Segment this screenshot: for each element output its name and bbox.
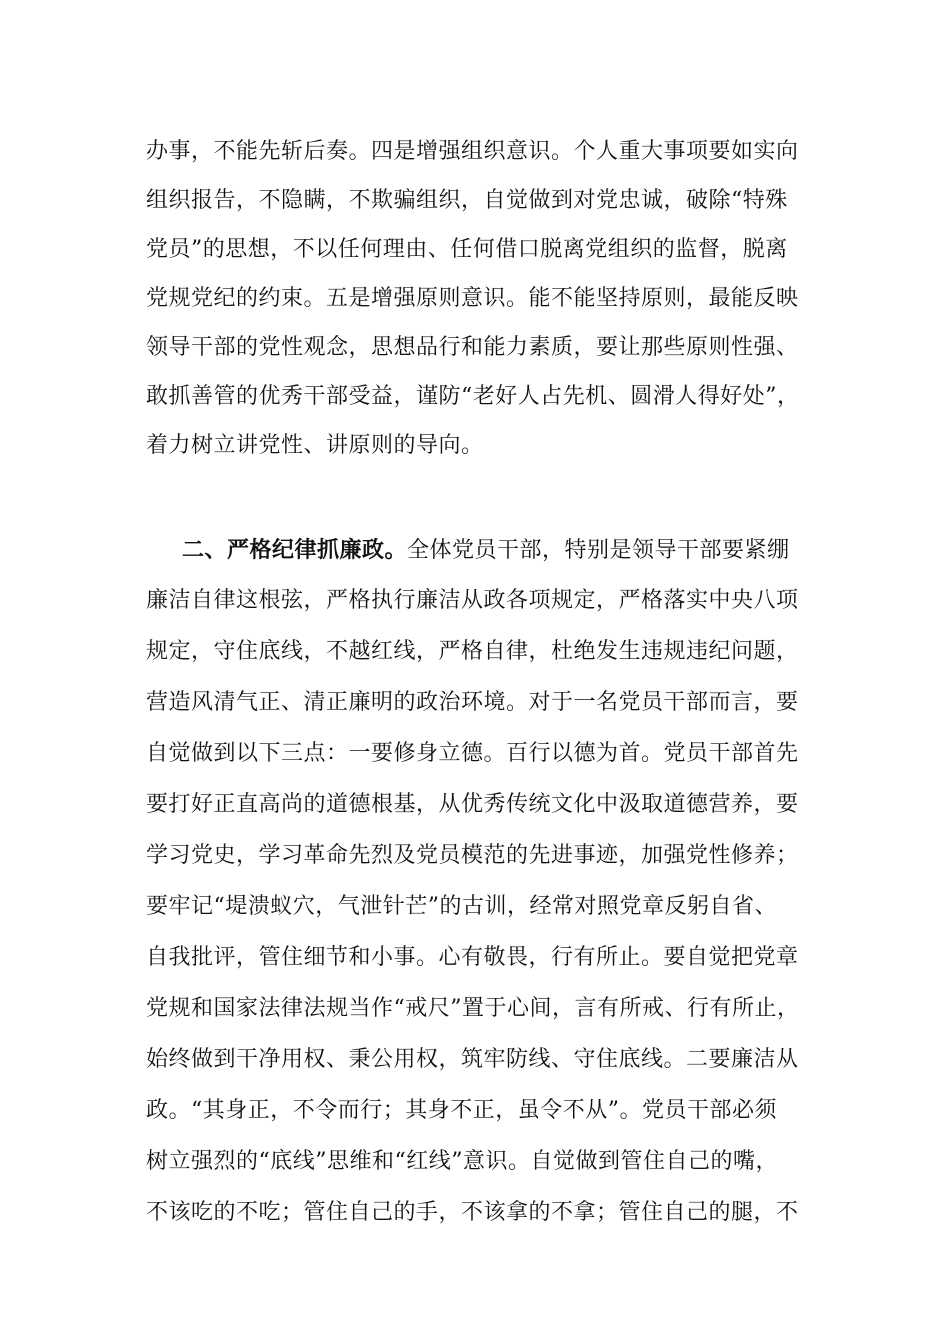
text-line: 要打好正直高尚的道德根基，从优秀传统文化中汲取道德营养，要 — [146, 792, 799, 817]
text-line: 廉洁自律这根弦，严格执行廉洁从政各项规定，严格落实中央八项 — [146, 588, 799, 613]
text-line: 党员”的思想，不以任何理由、任何借口脱离党组织的监督，脱离 — [146, 237, 788, 262]
text-line: 树立强烈的“底线”思维和“红线”意识。自觉做到管住自己的嘴， — [146, 1149, 778, 1174]
paragraph-first-line — [146, 534, 790, 566]
text-line: 不该吃的不吃；管住自己的手，不该拿的不拿；管住自己的腿，不 — [146, 1200, 799, 1225]
text-line: 自我批评，管住细节和小事。心有敬畏，行有所止。要自觉把党章 — [146, 945, 799, 970]
text-line: 党规党纪的约束。五是增强原则意识。能不能坚持原则，最能反映 — [146, 286, 799, 311]
text-line: 要牢记“堤溃蚁穴，气泄针芒”的古训，经常对照党章反躬自省、 — [146, 894, 777, 919]
text-span: 全体党员干部，特别是领导干部要紧绷 — [407, 538, 790, 563]
text-line: 组织报告，不隐瞒，不欺骗组织，自觉做到对党忠诚，破除“特殊 — [146, 188, 788, 213]
text-line: 规定，守住底线，不越红线，严格自律，杜绝发生违规违纪问题， — [146, 639, 799, 664]
text-line: 领导干部的党性观念，思想品行和能力素质，要让那些原则性强、 — [146, 335, 799, 360]
text-line: 始终做到干净用权、秉公用权，筑牢防线、守住底线。二要廉洁从 — [146, 1047, 799, 1072]
text-line: 自觉做到以下三点：一要修身立德。百行以德为首。党员干部首先 — [146, 741, 799, 766]
text-line: 党规和国家法律法规当作“戒尺”置于心间，言有所戒、行有所止， — [146, 996, 800, 1021]
text-line: 着力树立讲党性、讲原则的导向。 — [146, 433, 484, 458]
text-line: 政。“其身正，不令而行；其身不正，虽令不从”。党员干部必须 — [146, 1098, 777, 1123]
text-line: 营造风清气正、清正廉明的政治环境。对于一名党员干部而言，要 — [146, 690, 799, 715]
text-line: 办事，不能先斩后奏。四是增强组织意识。个人重大事项要如实向 — [146, 139, 799, 164]
section-heading: 二、严格纪律抓廉政。 — [182, 537, 408, 563]
text-line: 敢抓善管的优秀干部受益，谨防“老好人占先机、圆滑人得好处”， — [146, 384, 800, 409]
text-line: 学习党史，学习革命先烈及党员模范的先进事迹，加强党性修养； — [146, 843, 799, 868]
